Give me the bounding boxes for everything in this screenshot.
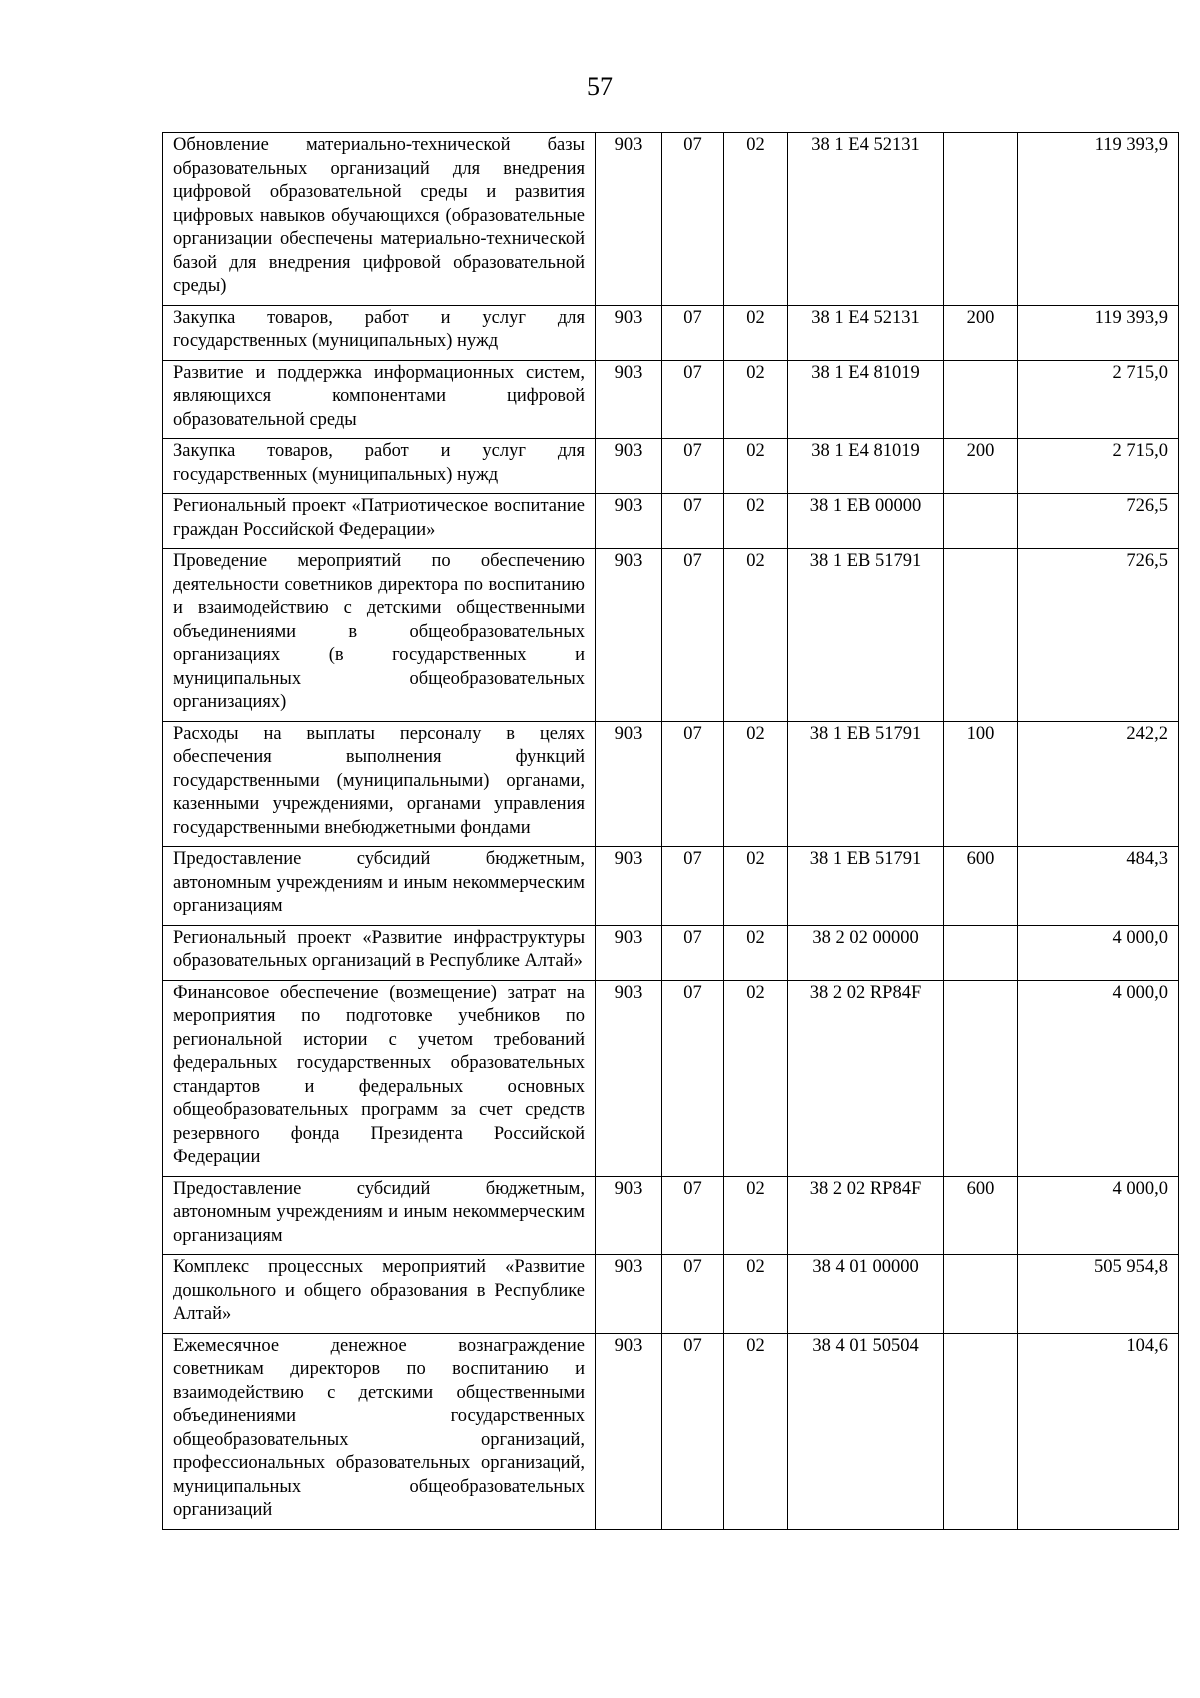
- target-article-cell: 38 2 02 RP84F: [788, 980, 944, 1176]
- table-row: [163, 1255, 1179, 1334]
- expense-type-cell: [944, 494, 1018, 549]
- target-article-cell: 38 1 Е4 52131: [788, 133, 944, 306]
- expense-type-cell: 600: [944, 1176, 1018, 1255]
- row-name-cell: Развитие и поддержка информационных систем, являющихся компонентами цифровой образовательной среды: [163, 360, 596, 439]
- target-article-cell: 38 1 ЕВ 51791: [788, 549, 944, 722]
- amount-cell: 4 000,0: [1018, 1176, 1179, 1255]
- table-row: [163, 847, 1179, 926]
- table-row: [163, 305, 1179, 360]
- ministry-code-cell: 903: [596, 925, 662, 980]
- subsection-code-cell: 02: [724, 925, 788, 980]
- section-code-cell: 07: [662, 980, 724, 1176]
- subsection-code-cell: 02: [724, 721, 788, 847]
- subsection-code-cell: 02: [724, 360, 788, 439]
- ministry-code-cell: 903: [596, 1255, 662, 1334]
- section-code-cell: 07: [662, 1176, 724, 1255]
- expense-type-cell: [944, 549, 1018, 722]
- target-article-cell: 38 4 01 50504: [788, 1333, 944, 1529]
- amount-cell: 505 954,8: [1018, 1255, 1179, 1334]
- expense-type-cell: 100: [944, 721, 1018, 847]
- amount-cell: 4 000,0: [1018, 980, 1179, 1176]
- row-name-cell: Проведение мероприятий по обеспечению деятельности советников директора по воспитанию и взаимодействию с детскими общественными объединениями в общеобразовательных организациях (в государственных и муниципальных общеобразовательных организациях): [163, 549, 596, 722]
- amount-cell: 2 715,0: [1018, 439, 1179, 494]
- target-article-cell: 38 1 Е4 81019: [788, 360, 944, 439]
- table-row: [163, 980, 1179, 1176]
- target-article-cell: 38 1 Е4 81019: [788, 439, 944, 494]
- row-name-cell: Предоставление субсидий бюджетным, автономным учреждениям и иным некоммерческим организациям: [163, 847, 596, 926]
- target-article-cell: 38 2 02 RP84F: [788, 1176, 944, 1255]
- section-code-cell: 07: [662, 494, 724, 549]
- ministry-code-cell: 903: [596, 1333, 662, 1529]
- table-row: [163, 439, 1179, 494]
- amount-cell: 119 393,9: [1018, 305, 1179, 360]
- amount-cell: 4 000,0: [1018, 925, 1179, 980]
- section-code-cell: 07: [662, 549, 724, 722]
- target-article-cell: 38 2 02 00000: [788, 925, 944, 980]
- amount-cell: 104,6: [1018, 1333, 1179, 1529]
- expense-type-cell: [944, 360, 1018, 439]
- table-row: [163, 133, 1179, 306]
- budget-table: [162, 132, 1179, 1530]
- ministry-code-cell: 903: [596, 1176, 662, 1255]
- expense-type-cell: [944, 980, 1018, 1176]
- row-name-cell: Предоставление субсидий бюджетным, автономным учреждениям и иным некоммерческим организациям: [163, 1176, 596, 1255]
- section-code-cell: 07: [662, 305, 724, 360]
- row-name-cell: Региональный проект «Развитие инфраструктуры образовательных организаций в Республике Алтай»: [163, 925, 596, 980]
- table-row: [163, 925, 1179, 980]
- target-article-cell: 38 1 ЕВ 51791: [788, 847, 944, 926]
- row-name-cell: Финансовое обеспечение (возмещение) затрат на мероприятия по подготовке учебников по региональной истории с учетом требований федеральных государственных образовательных стандартов и федеральных основных общеобразовательных программ за счет средств резервного фонда Президента Российской Федерации: [163, 980, 596, 1176]
- target-article-cell: 38 1 Е4 52131: [788, 305, 944, 360]
- ministry-code-cell: 903: [596, 549, 662, 722]
- ministry-code-cell: 903: [596, 494, 662, 549]
- amount-cell: 119 393,9: [1018, 133, 1179, 306]
- subsection-code-cell: 02: [724, 133, 788, 306]
- subsection-code-cell: 02: [724, 980, 788, 1176]
- expense-type-cell: 200: [944, 305, 1018, 360]
- subsection-code-cell: 02: [724, 1333, 788, 1529]
- ministry-code-cell: 903: [596, 439, 662, 494]
- row-name-cell: Обновление материально-технической базы образовательных организаций для внедрения цифровой образовательной среды и развития цифровых навыков обучающихся (образовательные организации обеспечены материально-технической базой для внедрения цифровой образовательной среды): [163, 133, 596, 306]
- subsection-code-cell: 02: [724, 439, 788, 494]
- expense-type-cell: [944, 133, 1018, 306]
- row-name-cell: Ежемесячное денежное вознаграждение советникам директоров по воспитанию и взаимодействию с детскими общественными объединениями государственных общеобразовательных организаций, профессиональных образовательных организаций, муниципальных общеобразовательных организаций: [163, 1333, 596, 1529]
- amount-cell: 726,5: [1018, 494, 1179, 549]
- table-row: [163, 1176, 1179, 1255]
- ministry-code-cell: 903: [596, 133, 662, 306]
- section-code-cell: 07: [662, 925, 724, 980]
- table-row: [163, 494, 1179, 549]
- table-row: [163, 1333, 1179, 1529]
- table-row: [163, 360, 1179, 439]
- table-row: [163, 721, 1179, 847]
- subsection-code-cell: 02: [724, 305, 788, 360]
- table-row: [163, 549, 1179, 722]
- section-code-cell: 07: [662, 439, 724, 494]
- section-code-cell: 07: [662, 847, 724, 926]
- section-code-cell: 07: [662, 133, 724, 306]
- amount-cell: 242,2: [1018, 721, 1179, 847]
- row-name-cell: Комплекс процессных мероприятий «Развитие дошкольного и общего образования в Республике Алтай»: [163, 1255, 596, 1334]
- amount-cell: 484,3: [1018, 847, 1179, 926]
- section-code-cell: 07: [662, 721, 724, 847]
- table-body: [163, 133, 1179, 1530]
- expense-type-cell: 200: [944, 439, 1018, 494]
- ministry-code-cell: 903: [596, 980, 662, 1176]
- page-number: 57: [587, 72, 613, 101]
- ministry-code-cell: 903: [596, 847, 662, 926]
- amount-cell: 726,5: [1018, 549, 1179, 722]
- subsection-code-cell: 02: [724, 494, 788, 549]
- target-article-cell: 38 1 ЕВ 00000: [788, 494, 944, 549]
- subsection-code-cell: 02: [724, 549, 788, 722]
- expense-type-cell: [944, 1255, 1018, 1334]
- subsection-code-cell: 02: [724, 1255, 788, 1334]
- section-code-cell: 07: [662, 360, 724, 439]
- expense-type-cell: [944, 925, 1018, 980]
- target-article-cell: 38 1 ЕВ 51791: [788, 721, 944, 847]
- row-name-cell: Закупка товаров, работ и услуг для государственных (муниципальных) нужд: [163, 439, 596, 494]
- subsection-code-cell: 02: [724, 1176, 788, 1255]
- expense-type-cell: [944, 1333, 1018, 1529]
- ministry-code-cell: 903: [596, 305, 662, 360]
- target-article-cell: 38 4 01 00000: [788, 1255, 944, 1334]
- ministry-code-cell: 903: [596, 721, 662, 847]
- section-code-cell: 07: [662, 1333, 724, 1529]
- subsection-code-cell: 02: [724, 847, 788, 926]
- ministry-code-cell: 903: [596, 360, 662, 439]
- expense-type-cell: 600: [944, 847, 1018, 926]
- row-name-cell: Расходы на выплаты персоналу в целях обеспечения выполнения функций государственными (муниципальными) органами, казенными учреждениями, органами управления государственными внебюджетными фондами: [163, 721, 596, 847]
- section-code-cell: 07: [662, 1255, 724, 1334]
- row-name-cell: Региональный проект «Патриотическое воспитание граждан Российской Федерации»: [163, 494, 596, 549]
- row-name-cell: Закупка товаров, работ и услуг для государственных (муниципальных) нужд: [163, 305, 596, 360]
- amount-cell: 2 715,0: [1018, 360, 1179, 439]
